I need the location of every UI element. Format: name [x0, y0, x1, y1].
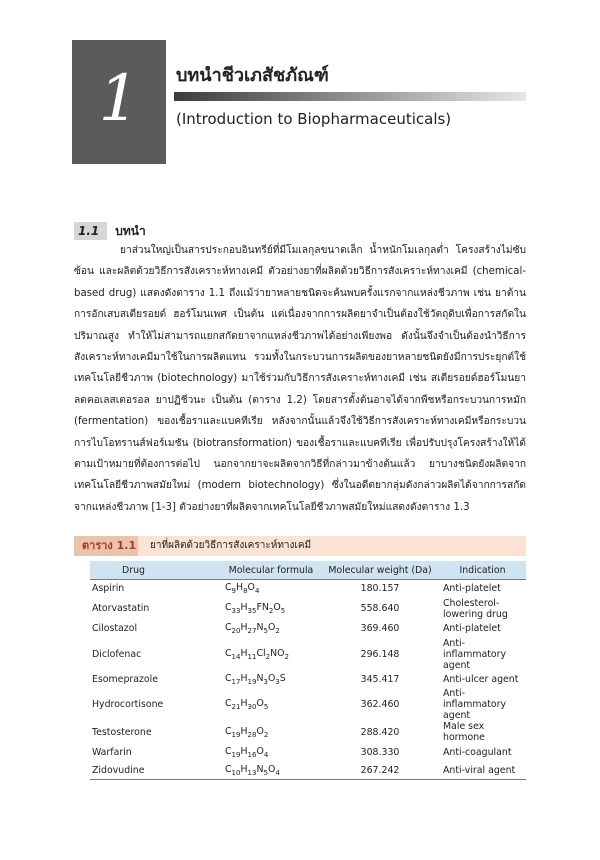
- formula-cell: $C_{20}H_{27}N_5O_2$: [225, 622, 280, 636]
- table-caption-text: ยาที่ผลิตด้วยวิธีการสังเคราะห์ทางเคมี: [150, 540, 312, 551]
- body-text: [74, 240, 526, 518]
- weight-cell: 180.157: [360, 583, 400, 595]
- drug-cell: Cilostazol: [92, 623, 138, 635]
- indication-cell: Anti-viral agent: [439, 761, 526, 779]
- drug-table: [90, 561, 526, 780]
- drug-cell: Warfarin: [92, 746, 132, 758]
- section-number: 1.1: [74, 222, 107, 240]
- drug-cell: Diclofenac: [92, 648, 142, 660]
- table-row: [90, 688, 526, 721]
- table-row: [90, 743, 526, 761]
- indication-cell: Anti-platelet: [443, 583, 501, 595]
- formula-cell: $C_{33}H_{35}FN_2O_5$: [225, 602, 286, 616]
- chapter-title-divider: [174, 92, 526, 101]
- formula-cell: $C_{14}H_{11}Cl_2NO_2$: [225, 647, 289, 661]
- weight-cell: 558.640: [360, 603, 400, 615]
- chapter-number-box: [72, 40, 166, 164]
- chapter-title-english: (Introduction to Biopharmaceuticals): [176, 110, 452, 128]
- table-row: [90, 761, 526, 779]
- header-indication: Indication: [439, 561, 526, 580]
- weight-cell: 369.460: [360, 623, 400, 635]
- table-row: [90, 721, 526, 743]
- weight-cell: 362.460: [360, 699, 400, 711]
- formula-cell: $C_{19}H_{28}O_2$: [225, 725, 269, 739]
- indication-cell: Cholesterol-lowering drug: [443, 597, 508, 620]
- drug-cell: Hydrocortisone: [92, 699, 164, 711]
- drug-cell: Aspirin: [92, 583, 125, 595]
- chapter-number: 1: [98, 62, 140, 136]
- chapter-title-thai: บทนำชีวเภสัชภัณฑ์: [176, 65, 329, 86]
- weight-cell: 308.330: [360, 746, 400, 758]
- weight-cell: 345.417: [360, 673, 400, 685]
- indication-cell: Anti-inflammatory agent: [443, 637, 507, 671]
- formula-cell: $C_{10}H_{13}N_5O_4$: [221, 761, 321, 779]
- indication-cell: Anti-coagulant: [443, 746, 512, 758]
- table-header-row: [90, 561, 526, 580]
- table-row: [90, 598, 526, 620]
- table-row: [90, 671, 526, 689]
- weight-cell: 296.148: [360, 648, 400, 660]
- paragraph: ยาส่วนใหญ่เป็นสารประกอบอินทรีย์ที่มีโมเลกุลขนาดเล็ก น้ำหนักโมเลกุลต่ำ โครงสร้างไม่ซับซ้อน และผลิตด้วยวิธีการสังเคราะห์ทางเคมี ตัวอย่างยาที่ผลิตด้วยวิธีการสังเคราะห์ทางเคมี (chemical-based drug) แสดงดังตาราง 1.1 ถึงแม้ว่ายาหลายชนิดจะค้นพบครั้งแรกจากแหล่งชีวภาพ เช่น ยาต้านการอักเสบสเตียรอยด์ ฮอร์โมนเพศ เป็นต้น แต่เนื่องจากการผลิตยาจำเป็นต้องใช้วัตถุดิบเพื่อการสกัดในปริมาณสูง ทำให้ไม่สามารถแยกสกัดยาจากแหล่งชีวภาพได้อย่างเพียงพอ ดังนั้นจึงจำเป็นต้องนำวิธีการสังเคราะห์ทางเคมีมาใช้ในการผลิตแทน รวมทั้งในกระบวนการผลิตของยาหลายชนิดยังมีการประยุกต์ใช้เทคโนโลยีชีวภาพ (biotechnology) มาใช้ร่วมกับวิธีการสังเคราะห์ทางเคมี เช่น สเตียรอยด์ฮอร์โมนยาลดคอเลสเตอรอล ยาปฏิชีวนะ เป็นต้น (ตาราง 1.2) โดยสารตั้งต้นอาจได้จากพืชหรือกระบวนการหมัก (fermentation) ของเชื้อราและแบคทีเรีย หลังจากนั้นแล้วจึงใช้วิธีการสังเคราะห์ทางเคมีหรือกระบวนการไบโอทรานส์ฟอร์เมชัน (biotransformation) ของเชื้อราและแบคทีเรีย เพื่อปรับปรุงโครงสร้างให้ได้ตามเป้าหมายที่ต้องการต่อไป นอกจากยาจะผลิตจากวิธีที่กล่าวมาข้างต้นแล้ว ยาบางชนิดยังผลิตจากเทคโนโลยีชีวภาพสมัยใหม่ (modern biotechnology) ซึ่งในอดีตยากลุ่มดังกล่าวผลิตได้จากการสกัดจากแหล่งชีวภาพ [1-3] ตัวอย่างยาที่ผลิตจากเทคโนโลยีชีวภาพสมัยใหม่แสดงดังตาราง 1.3: [74, 245, 526, 513]
- indication-cell: Anti-inflammatory agent: [443, 688, 507, 722]
- weight-cell: 267.242: [321, 761, 439, 779]
- formula-cell: $C_9H_8O_4$: [225, 582, 260, 596]
- header-drug: Drug: [90, 561, 221, 580]
- drug-cell: Esomeprazole: [92, 673, 159, 685]
- table-label: ตาราง 1.1: [74, 536, 138, 556]
- table-caption: [74, 536, 526, 556]
- table-row: [90, 620, 526, 638]
- indication-cell: Anti-ulcer agent: [443, 673, 519, 685]
- section-heading: [74, 221, 146, 241]
- weight-cell: 288.420: [360, 726, 400, 738]
- indication-cell: Anti-platelet: [443, 623, 501, 635]
- formula-cell: $C_{17}H_{19}N_3O_3S$: [225, 673, 286, 686]
- header-weight: Molecular weight (Da): [321, 561, 439, 580]
- table-row: [90, 580, 526, 598]
- table-row: [90, 638, 526, 671]
- drug-cell: Zidovudine: [90, 761, 221, 779]
- section-title: บทนำ: [115, 223, 146, 238]
- indication-cell: Male sex hormone: [443, 721, 485, 744]
- drug-cell: Testosterone: [92, 726, 152, 738]
- formula-cell: $C_{21}H_{30}O_5$: [225, 698, 269, 712]
- formula-cell: $C_{19}H_{16}O_4$: [225, 745, 269, 759]
- header-formula: Molecular formula: [221, 561, 321, 580]
- drug-cell: Atorvastatin: [92, 603, 150, 615]
